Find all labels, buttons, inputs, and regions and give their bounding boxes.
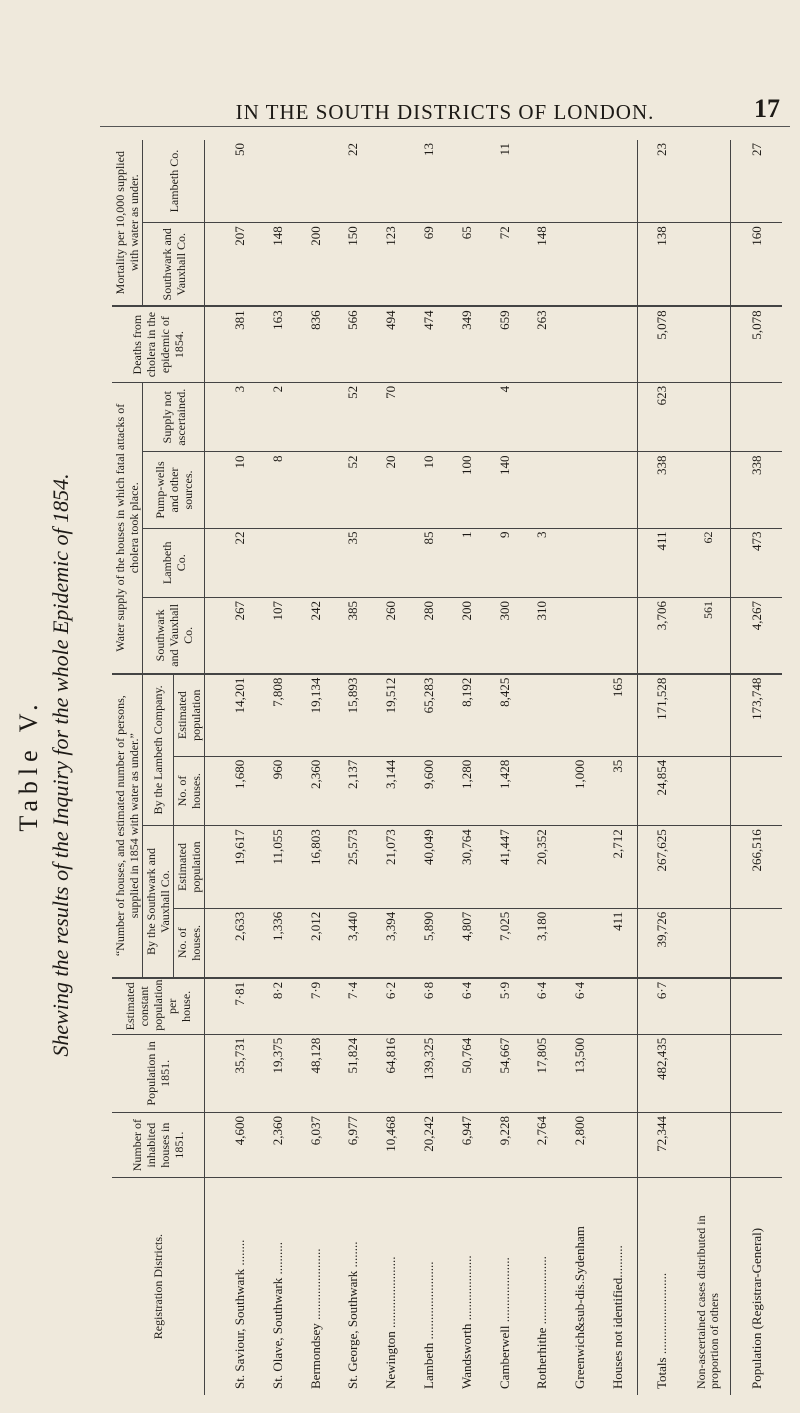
cell-fatal-pumps: 10	[221, 452, 259, 528]
cell-lam-houses: 960	[259, 756, 297, 826]
cell-fatal-not-ascertained: 3	[221, 382, 259, 452]
cell-sv-houses	[561, 908, 599, 978]
cell-houses-1851: 6,037	[297, 1113, 335, 1178]
popn-persons-per-house	[731, 978, 782, 1034]
popn-houses-1851	[731, 1113, 782, 1178]
cell-lam-houses: 2,137	[334, 756, 372, 826]
popn-fatal-pumps: 338	[731, 452, 782, 528]
cell-population-1851: 64,816	[372, 1034, 410, 1112]
cell-houses-1851: 9,228	[486, 1113, 524, 1178]
population-label: Population (Registrar-General)	[731, 1178, 782, 1395]
non-ascertained-row	[686, 140, 731, 1395]
cell-mort-lambeth: 13	[410, 140, 448, 223]
cell-houses-1851: 2,764	[524, 1113, 562, 1178]
cell-sv-houses: 7,025	[486, 908, 524, 978]
cell-fatal-lambeth	[599, 528, 638, 598]
nonasc-deaths	[686, 306, 731, 382]
popn-fatal-lambeth: 473	[731, 528, 782, 598]
nonasc-sv-population	[686, 826, 731, 909]
district-name: Rotherhithe .....................	[534, 1256, 550, 1389]
cell-sv-population: 19,617	[221, 826, 259, 909]
table-row	[334, 140, 372, 1395]
rotated-table-container	[112, 140, 782, 1395]
cell-sv-population: 30,764	[448, 826, 486, 909]
cell-mort-sv: 148	[524, 223, 562, 307]
table-row	[486, 140, 524, 1395]
col-lam-population: Estimated population	[174, 674, 205, 757]
total-lam-population: 171,528	[638, 674, 686, 757]
cell-fatal-lambeth: 35	[334, 528, 372, 598]
cell-sv-population: 2,712	[599, 826, 638, 909]
cell-lam-houses: 2,360	[297, 756, 335, 826]
cell-fatal-sv	[561, 598, 599, 674]
cell-deaths: 381	[221, 306, 259, 382]
cell-population-1851: 139,325	[410, 1034, 448, 1112]
cell-deaths: 263	[524, 306, 562, 382]
cell-fatal-pumps: 8	[259, 452, 297, 528]
col-houses-1851: Number of inhabited houses in 1851.	[112, 1113, 205, 1178]
cell-persons-per-house: 6·8	[410, 978, 448, 1034]
district-name: Lambeth ........................	[421, 1261, 436, 1389]
cell-fatal-lambeth: 1	[448, 528, 486, 598]
col-lambeth-company: By the Lambeth Company.	[143, 674, 174, 826]
district-name: Newington ......................	[383, 1256, 399, 1389]
page-number: 17	[754, 94, 780, 123]
cell-fatal-lambeth	[297, 528, 335, 598]
cell-lam-population: 19,134	[297, 674, 335, 757]
col-district: Registration Districts.	[112, 1178, 205, 1395]
total-deaths: 5,078	[638, 306, 686, 382]
district-name: Greenwich&sub-dis.Sydenham	[572, 1226, 588, 1389]
nonasc-sv-houses	[686, 908, 731, 978]
col-sv-population: Estimated population	[174, 826, 205, 909]
cell-mort-lambeth	[259, 140, 297, 223]
cell-mort-sv	[561, 223, 599, 307]
nonasc-houses-1851	[686, 1113, 731, 1178]
cell-population-1851: 35,731	[221, 1034, 259, 1112]
col-sv-houses: No. of houses.	[174, 908, 205, 978]
table-row	[297, 140, 335, 1395]
nonasc-lam-houses	[686, 756, 731, 826]
cell-deaths	[561, 306, 599, 382]
nonasc-mort-sv	[686, 223, 731, 307]
nonasc-persons-per-house	[686, 978, 731, 1034]
table-caption: Shewing the results of the Inquiry for the whole Epidemic of 1854.	[48, 473, 73, 1057]
cell-fatal-pumps: 52	[334, 452, 372, 528]
district-name: St. George, Southwark ........	[345, 1241, 361, 1389]
cell-persons-per-house: 6·2	[372, 978, 410, 1034]
cell-mort-lambeth	[561, 140, 599, 223]
cell-fatal-sv: 385	[334, 598, 372, 674]
cell-deaths: 494	[372, 306, 410, 382]
popn-deaths: 5,078	[731, 306, 782, 382]
col-fatal-not-ascertained: Supply not ascertained.	[143, 382, 205, 452]
cell-fatal-not-ascertained	[599, 382, 638, 452]
cell-mort-lambeth: 11	[486, 140, 524, 223]
cell-deaths: 474	[410, 306, 448, 382]
table-row	[448, 140, 486, 1395]
cell-fatal-lambeth	[372, 528, 410, 598]
district-name: St. Olave, Southwark ..........	[269, 1242, 285, 1389]
table-body	[205, 140, 783, 1395]
cell-persons-per-house: 6·4	[524, 978, 562, 1034]
cell-lam-houses: 1,280	[448, 756, 486, 826]
cell-sv-houses: 2,012	[297, 908, 335, 978]
cell-sv-population: 21,073	[372, 826, 410, 909]
col-lam-houses: No. of houses.	[174, 756, 205, 826]
cell-fatal-lambeth	[561, 528, 599, 598]
page-header	[100, 92, 790, 127]
cell-fatal-sv: 260	[372, 598, 410, 674]
total-fatal-sv: 3,706	[638, 598, 686, 674]
cell-fatal-pumps: 10	[410, 452, 448, 528]
cell-fatal-not-ascertained	[524, 382, 562, 452]
total-mort-lambeth: 23	[638, 140, 686, 223]
totals-row	[638, 140, 686, 1395]
popn-sv-houses	[731, 908, 782, 978]
cell-fatal-pumps	[561, 452, 599, 528]
total-persons-per-house: 6·7	[638, 978, 686, 1034]
cell-fatal-not-ascertained	[561, 382, 599, 452]
cell-fatal-pumps	[297, 452, 335, 528]
cell-mort-sv: 148	[259, 223, 297, 307]
popn-population-1851	[731, 1034, 782, 1112]
cell-persons-per-house: 7·81	[221, 978, 259, 1034]
cell-population-1851: 48,128	[297, 1034, 335, 1112]
cell-houses-1851: 4,600	[221, 1113, 259, 1178]
cell-deaths: 836	[297, 306, 335, 382]
cell-mort-lambeth	[372, 140, 410, 223]
table-heading	[8, 130, 98, 1400]
cell-lam-population: 8,192	[448, 674, 486, 757]
cell-fatal-sv	[599, 598, 638, 674]
cell-houses-1851: 2,800	[561, 1113, 599, 1178]
cell-fatal-not-ascertained: 52	[334, 382, 372, 452]
district-name: Bermondsey ......................	[307, 1248, 323, 1389]
cell-persons-per-house: 7·4	[334, 978, 372, 1034]
cell-deaths: 566	[334, 306, 372, 382]
cell-fatal-pumps: 100	[448, 452, 486, 528]
nonasc-lam-population	[686, 674, 731, 757]
cell-houses-1851: 2,360	[259, 1113, 297, 1178]
cell-mort-sv: 200	[297, 223, 335, 307]
cell-houses-1851: 6,947	[448, 1113, 486, 1178]
cell-mort-sv: 150	[334, 223, 372, 307]
cell-fatal-lambeth: 3	[524, 528, 562, 598]
cell-mort-lambeth	[297, 140, 335, 223]
cell-sv-population	[561, 826, 599, 909]
cell-sv-houses: 3,394	[372, 908, 410, 978]
total-sv-houses: 39,726	[638, 908, 686, 978]
col-population-1851: Population in 1851.	[112, 1034, 205, 1112]
cell-mort-sv: 72	[486, 223, 524, 307]
cell-persons-per-house	[599, 978, 638, 1034]
cell-lam-houses	[524, 756, 562, 826]
col-deaths: Deaths from cholera in the epidemic of 1854.	[112, 306, 205, 382]
cell-sv-population: 11,055	[259, 826, 297, 909]
popn-mort-lambeth: 27	[731, 140, 782, 223]
total-mort-sv: 138	[638, 223, 686, 307]
cell-sv-houses: 1,336	[259, 908, 297, 978]
cell-sv-houses: 5,890	[410, 908, 448, 978]
cell-lam-population: 165	[599, 674, 638, 757]
cell-lam-population: 19,512	[372, 674, 410, 757]
col-group-fatal: Water supply of the houses in which fatal attacks of cholera took place.	[112, 382, 143, 673]
cell-fatal-lambeth: 9	[486, 528, 524, 598]
cell-population-1851: 50,764	[448, 1034, 486, 1112]
cell-mort-lambeth	[599, 140, 638, 223]
table-row	[259, 140, 297, 1395]
total-population-1851: 482,435	[638, 1034, 686, 1112]
table-row	[410, 140, 448, 1395]
col-persons-per-house: Estimated constant population per house.	[112, 978, 205, 1034]
cell-mort-lambeth	[524, 140, 562, 223]
cell-lam-population	[524, 674, 562, 757]
cell-sv-population: 25,573	[334, 826, 372, 909]
nonasc-fatal-pumps	[686, 452, 731, 528]
cell-lam-population: 14,201	[221, 674, 259, 757]
cell-houses-1851: 6,977	[334, 1113, 372, 1178]
cell-sv-houses: 2,633	[221, 908, 259, 978]
cell-lam-population: 8,425	[486, 674, 524, 757]
nonasc-mort-lambeth	[686, 140, 731, 223]
district-name: Houses not identified..........	[610, 1245, 626, 1389]
cell-fatal-pumps	[599, 452, 638, 528]
cell-fatal-pumps	[524, 452, 562, 528]
col-group-mortality: Mortality per 10,000 supplied with water as under.	[112, 140, 143, 306]
cell-mort-lambeth: 22	[334, 140, 372, 223]
total-houses-1851: 72,344	[638, 1113, 686, 1178]
popn-fatal-sv: 4,267	[731, 598, 782, 674]
table-row	[599, 140, 638, 1395]
cell-fatal-lambeth: 22	[221, 528, 259, 598]
district-name: St. Saviour, Southwark ........	[231, 1239, 247, 1389]
cell-fatal-not-ascertained	[297, 382, 335, 452]
cell-sv-houses: 411	[599, 908, 638, 978]
table-row	[561, 140, 599, 1395]
col-mort-sv: Southwark and Vauxhall Co.	[143, 223, 205, 307]
table-row	[221, 140, 259, 1395]
cell-persons-per-house: 6·4	[448, 978, 486, 1034]
popn-sv-population: 266,516	[731, 826, 782, 909]
cell-sv-population: 40,049	[410, 826, 448, 909]
cell-houses-1851: 20,242	[410, 1113, 448, 1178]
nonasc-population-1851	[686, 1034, 731, 1112]
cell-houses-1851	[599, 1113, 638, 1178]
popn-fatal-not-ascertained	[731, 382, 782, 452]
cell-population-1851: 17,805	[524, 1034, 562, 1112]
col-sv-company: By the Southwark and Vauxhall Co.	[143, 826, 174, 978]
cell-mort-sv: 123	[372, 223, 410, 307]
table-title: Table V.	[14, 698, 43, 832]
cell-lam-population: 15,893	[334, 674, 372, 757]
cell-fatal-sv: 300	[486, 598, 524, 674]
cell-mort-sv	[599, 223, 638, 307]
cell-lam-population: 65,283	[410, 674, 448, 757]
cell-lam-population	[561, 674, 599, 757]
total-lam-houses: 24,854	[638, 756, 686, 826]
cell-fatal-sv: 200	[448, 598, 486, 674]
population-row	[731, 140, 782, 1395]
cell-fatal-sv: 107	[259, 598, 297, 674]
cell-deaths: 659	[486, 306, 524, 382]
cell-mort-sv: 69	[410, 223, 448, 307]
cell-mort-sv: 207	[221, 223, 259, 307]
district-name: Wandsworth ....................	[458, 1255, 474, 1389]
cell-fatal-not-ascertained: 2	[259, 382, 297, 452]
col-group-supply: “Number of houses, and estimated number of persons, supplied in 1854 with water as under.”	[112, 674, 143, 978]
district-name: Camberwell ....................	[496, 1257, 512, 1389]
popn-mort-sv: 160	[731, 223, 782, 307]
total-sv-population: 267,625	[638, 826, 686, 909]
cell-fatal-sv: 267	[221, 598, 259, 674]
cell-persons-per-house: 5·9	[486, 978, 524, 1034]
col-fatal-sv: Southwark and Vauxhall Co.	[143, 598, 205, 674]
cell-sv-houses: 3,440	[334, 908, 372, 978]
total-fatal-pumps: 338	[638, 452, 686, 528]
cell-lam-houses: 35	[599, 756, 638, 826]
cell-population-1851: 13,500	[561, 1034, 599, 1112]
cell-sv-population: 41,447	[486, 826, 524, 909]
cell-sv-houses: 3,180	[524, 908, 562, 978]
totals-label: Totals .........................	[638, 1178, 686, 1395]
cell-persons-per-house: 8·2	[259, 978, 297, 1034]
cell-fatal-not-ascertained	[448, 382, 486, 452]
col-mort-lambeth: Lambeth Co.	[143, 140, 205, 223]
cell-houses-1851: 10,468	[372, 1113, 410, 1178]
cell-sv-population: 16,803	[297, 826, 335, 909]
cell-mort-sv: 65	[448, 223, 486, 307]
cell-fatal-pumps: 20	[372, 452, 410, 528]
cell-fatal-lambeth	[259, 528, 297, 598]
nonasc-fatal-sv: 561	[686, 598, 731, 674]
col-fatal-pumps: Pump-wells and other sources.	[143, 452, 205, 528]
cell-sv-population: 20,352	[524, 826, 562, 909]
cell-fatal-lambeth: 85	[410, 528, 448, 598]
total-fatal-lambeth: 411	[638, 528, 686, 598]
col-fatal-lambeth: Lambeth Co.	[143, 528, 205, 598]
cell-lam-houses: 1,000	[561, 756, 599, 826]
cell-population-1851: 54,667	[486, 1034, 524, 1112]
cell-fatal-sv: 242	[297, 598, 335, 674]
popn-lam-population: 173,748	[731, 674, 782, 757]
cell-lam-houses: 3,144	[372, 756, 410, 826]
cell-population-1851	[599, 1034, 638, 1112]
cell-persons-per-house: 6·4	[561, 978, 599, 1034]
cell-fatal-pumps: 140	[486, 452, 524, 528]
cell-deaths: 163	[259, 306, 297, 382]
cell-fatal-not-ascertained: 70	[372, 382, 410, 452]
cell-mort-lambeth	[448, 140, 486, 223]
cell-lam-population: 7,808	[259, 674, 297, 757]
table-row	[372, 140, 410, 1395]
cell-fatal-sv: 310	[524, 598, 562, 674]
cell-population-1851: 51,824	[334, 1034, 372, 1112]
table-row	[524, 140, 562, 1395]
cell-fatal-not-ascertained	[410, 382, 448, 452]
nonasc-fatal-not-ascertained	[686, 382, 731, 452]
cell-lam-houses: 1,428	[486, 756, 524, 826]
cell-lam-houses: 1,680	[221, 756, 259, 826]
cell-deaths: 349	[448, 306, 486, 382]
cell-persons-per-house: 7·9	[297, 978, 335, 1034]
running-title: IN THE SOUTH DISTRICTS OF LONDON.	[235, 100, 655, 124]
cell-lam-houses: 9,600	[410, 756, 448, 826]
cell-fatal-not-ascertained: 4	[486, 382, 524, 452]
cell-sv-houses: 4,807	[448, 908, 486, 978]
cell-mort-lambeth: 50	[221, 140, 259, 223]
cell-deaths	[599, 306, 638, 382]
nonasc-fatal-lambeth: 62	[686, 528, 731, 598]
cell-population-1851: 19,375	[259, 1034, 297, 1112]
non-ascertained-label: Non-ascertained cases distributed in proportion of others	[694, 1215, 721, 1389]
popn-lam-houses	[731, 756, 782, 826]
cholera-table	[112, 140, 782, 1395]
cell-fatal-sv: 280	[410, 598, 448, 674]
total-fatal-not-ascertained: 623	[638, 382, 686, 452]
